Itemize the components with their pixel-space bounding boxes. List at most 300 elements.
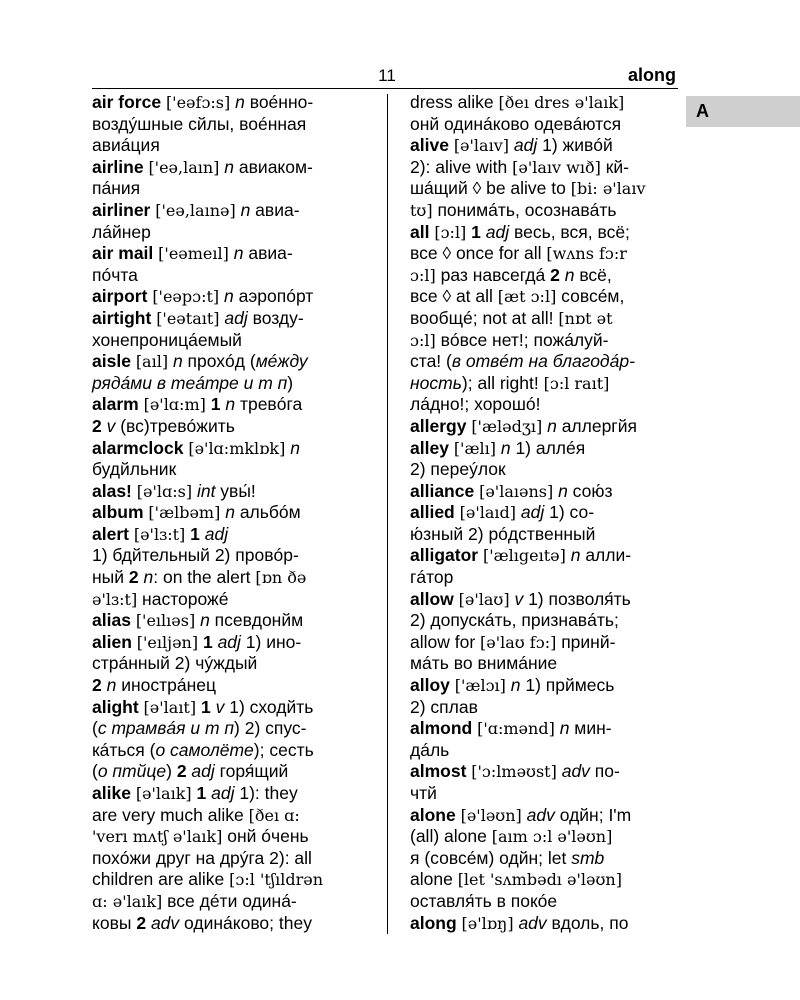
italic-label: smb bbox=[571, 847, 605, 868]
dictionary-line bbox=[92, 524, 378, 546]
dictionary-line bbox=[410, 416, 680, 438]
dictionary-line bbox=[92, 545, 378, 567]
definition-text: ( bbox=[92, 761, 98, 782]
dictionary-line bbox=[410, 438, 680, 460]
definition-text: 1) позволя́ть bbox=[523, 588, 631, 609]
dictionary-line bbox=[410, 805, 680, 827]
sense-number: 2 bbox=[136, 912, 147, 933]
dictionary-line bbox=[92, 286, 378, 308]
definition-text: онй óчень bbox=[222, 826, 309, 847]
transcription: ['eəpɔ:t] bbox=[152, 287, 220, 307]
dictionary-line bbox=[410, 114, 680, 136]
italic-label: ность bbox=[410, 372, 462, 393]
headword: allow bbox=[410, 588, 454, 609]
right-column bbox=[410, 92, 680, 934]
definition-text: принй- bbox=[556, 631, 616, 652]
definition-text: 1): they bbox=[234, 783, 298, 803]
transcription: ɔ:l] bbox=[410, 330, 436, 350]
headword: alias bbox=[92, 610, 131, 631]
dictionary-line bbox=[92, 92, 378, 114]
dictionary-line bbox=[92, 114, 378, 136]
definition-text: лáдно!; хорошó! bbox=[410, 394, 541, 415]
definition-text: пáния bbox=[92, 178, 141, 199]
italic-label: n bbox=[225, 394, 236, 415]
definition-text: ) bbox=[166, 761, 177, 782]
dictionary-line bbox=[410, 373, 680, 395]
italic-label: adj bbox=[191, 761, 215, 782]
italic-label: n bbox=[200, 610, 210, 631]
transcription: ['eə,laınə] bbox=[155, 200, 236, 220]
transcription: [wʌns fɔ:r bbox=[546, 244, 627, 264]
dictionary-line bbox=[410, 826, 680, 848]
definition-text: авиа- bbox=[250, 199, 300, 220]
definition-text: шáщий ◊ be alive to bbox=[410, 178, 571, 199]
italic-label: n bbox=[559, 718, 570, 739]
dictionary-line bbox=[92, 783, 378, 805]
dictionary-line bbox=[92, 740, 378, 762]
transcription: [ɔ:l] bbox=[434, 222, 467, 242]
dictionary-line bbox=[92, 632, 378, 654]
dictionary-line bbox=[410, 761, 680, 783]
italic-label: adj bbox=[211, 783, 235, 803]
definition-text: все дéти одинá- bbox=[162, 890, 297, 911]
definition-text: мáть во внимáние bbox=[410, 653, 558, 674]
running-head: along bbox=[628, 65, 676, 85]
italic-label: adv bbox=[561, 761, 590, 782]
definition-text: ный bbox=[92, 567, 129, 588]
italic-label: n bbox=[547, 415, 557, 436]
italic-label: n bbox=[224, 286, 234, 307]
headword: along bbox=[410, 912, 457, 933]
dictionary-line bbox=[410, 610, 680, 632]
dictionary-line bbox=[410, 330, 680, 352]
dictionary-line bbox=[410, 632, 680, 654]
transcription: [aım ɔ:l ə'ləʊn] bbox=[491, 827, 613, 847]
italic-label: n bbox=[233, 243, 244, 264]
transcription: [ə'lɑ:mklɒk] bbox=[188, 438, 286, 458]
dictionary-line bbox=[92, 675, 378, 697]
definition-text: аллергйя bbox=[556, 415, 637, 436]
dictionary-line bbox=[92, 373, 378, 395]
dictionary-line bbox=[410, 308, 680, 330]
dictionary-line bbox=[410, 481, 680, 503]
dictionary-line bbox=[410, 545, 680, 567]
dictionary-line bbox=[92, 610, 378, 632]
headword: air force bbox=[92, 92, 162, 112]
definition-text: вóвсе нет!; пожáлуй- bbox=[435, 329, 609, 350]
transcription: [ðeı ɑ: bbox=[248, 805, 300, 825]
definition-text: алли- bbox=[580, 545, 632, 566]
transcription: [ə'lɒŋ] bbox=[461, 913, 514, 933]
italic-label: о птйце bbox=[97, 761, 167, 782]
definition-text: я (совсéм) одйн; let bbox=[410, 847, 572, 868]
dictionary-line bbox=[410, 675, 680, 697]
headword: aisle bbox=[92, 351, 131, 372]
italic-label: v bbox=[215, 696, 225, 717]
definition-text: горя́щий bbox=[214, 761, 289, 782]
transcription: ['ælədʒı] bbox=[471, 416, 543, 436]
definition-text: 1) со- bbox=[544, 502, 595, 523]
dictionary-line bbox=[92, 567, 378, 589]
definition-text: весь, вся, всё; bbox=[509, 221, 630, 242]
definition-text: кáться ( bbox=[92, 739, 156, 760]
sense-number: 2 bbox=[550, 264, 560, 285]
headword: alligator bbox=[410, 545, 479, 566]
transcription: [ɒn ðə bbox=[255, 568, 307, 588]
dictionary-line bbox=[410, 157, 680, 179]
headword: alliance bbox=[410, 480, 475, 501]
headword: alarmclock bbox=[92, 437, 184, 458]
definition-text: будйльник bbox=[92, 459, 177, 480]
transcription: ['eətaıt] bbox=[156, 308, 220, 328]
sense-number: 1 bbox=[471, 221, 481, 242]
dictionary-line bbox=[92, 265, 378, 287]
definition-text: альбóм bbox=[234, 502, 301, 523]
sense-number: 2 bbox=[92, 415, 102, 436]
dictionary-line bbox=[410, 589, 680, 611]
headword: almond bbox=[410, 718, 473, 739]
dictionary-line bbox=[410, 243, 680, 265]
dictionary-line bbox=[92, 243, 378, 265]
dictionary-line bbox=[410, 567, 680, 589]
definition-text: 2) переýлок bbox=[410, 459, 506, 480]
dictionary-line bbox=[92, 805, 378, 827]
dictionary-line bbox=[92, 222, 378, 244]
transcription: ['eıljən] bbox=[136, 632, 199, 652]
italic-label: n bbox=[240, 199, 251, 220]
headword: alloy bbox=[410, 675, 450, 696]
italic-label: adj bbox=[520, 502, 545, 523]
sense-number: 1 bbox=[200, 696, 211, 717]
dictionary-line bbox=[410, 524, 680, 546]
headword: alive bbox=[410, 135, 449, 156]
definition-text: насторожé bbox=[137, 588, 229, 609]
dictionary-line bbox=[410, 697, 680, 719]
definition-text: ); all right! bbox=[461, 372, 544, 393]
headword: air mail bbox=[92, 243, 154, 264]
dictionary-line bbox=[410, 92, 680, 114]
definition-text: аэропóрт bbox=[233, 286, 314, 307]
transcription: [ɔ:l 'tʃıldrən bbox=[229, 870, 324, 890]
definition-text: все ◊ once for all bbox=[410, 243, 547, 264]
definition-text: ) 2) спус- bbox=[234, 718, 307, 739]
letter-tab: A bbox=[686, 96, 800, 127]
transcription: [ə'laʊ fɔ:] bbox=[480, 632, 557, 652]
transcription: ɑ: ə'laık] bbox=[92, 891, 163, 911]
definition-text: дáль bbox=[410, 739, 450, 760]
italic-label: n bbox=[290, 437, 300, 458]
dictionary-line bbox=[410, 459, 680, 481]
transcription: ['ælbəm] bbox=[148, 503, 221, 523]
transcription: [ə'laıd] bbox=[459, 503, 516, 523]
definition-text: 1) сходйть bbox=[224, 696, 314, 717]
headword: alley bbox=[410, 437, 449, 458]
dictionary-line bbox=[92, 330, 378, 352]
transcription: ['ælɔı] bbox=[454, 676, 506, 696]
dictionary-line bbox=[92, 351, 378, 373]
definition-text: ста! ( bbox=[410, 351, 452, 372]
sense-number: 1 bbox=[196, 783, 207, 803]
italic-label: int bbox=[196, 480, 216, 501]
dictionary-line bbox=[410, 891, 680, 913]
transcription: [let 'sʌmbədı ə'ləʊn] bbox=[457, 870, 622, 890]
definition-text: одинáково; they bbox=[179, 912, 312, 933]
definition-text: 2) сплав bbox=[410, 696, 478, 717]
dictionary-line bbox=[92, 135, 378, 157]
transcription: tʊ] bbox=[410, 200, 433, 220]
transcription: [ə'lɜ:t] bbox=[133, 524, 186, 544]
definition-text: (вс)тревóжить bbox=[115, 415, 235, 436]
dictionary-line bbox=[92, 416, 378, 438]
transcription: [æt ɔ:l] bbox=[497, 287, 557, 307]
header-rule bbox=[92, 88, 678, 89]
headword: alight bbox=[92, 696, 139, 717]
dictionary-line bbox=[92, 826, 378, 848]
definition-text: оставля́ть в покóе bbox=[410, 890, 558, 911]
definition-text: онй одинáково одевáются bbox=[410, 113, 622, 134]
definition-text: 1) живóй bbox=[537, 135, 613, 156]
definition-text: : on the alert bbox=[153, 567, 256, 588]
italic-label: n bbox=[558, 480, 568, 501]
italic-label: в отвéт на благодáр- bbox=[451, 351, 635, 372]
transcription: [ɔ:l raıt] bbox=[543, 373, 610, 393]
dictionary-line bbox=[92, 502, 378, 524]
sense-number: 2 bbox=[92, 675, 102, 696]
transcription: ɔ:l] bbox=[410, 265, 436, 285]
dictionary-line bbox=[92, 718, 378, 740]
transcription: ['ɔ:lməʊst] bbox=[471, 762, 557, 782]
italic-label: adv bbox=[526, 804, 555, 825]
italic-label: v bbox=[106, 415, 116, 436]
definition-text: 1) инo- bbox=[240, 631, 302, 652]
definition-text: 2): alive with bbox=[410, 156, 513, 177]
sense-number: 2 bbox=[128, 567, 139, 588]
sense-number: 2 bbox=[176, 761, 187, 782]
headword: airline bbox=[92, 156, 144, 177]
definition-text: инострáнец bbox=[116, 675, 217, 696]
italic-label: n bbox=[500, 437, 511, 458]
left-column bbox=[92, 92, 378, 934]
headword: alone bbox=[410, 804, 456, 825]
transcription: ['ælı] bbox=[453, 438, 496, 458]
transcription: ['eə,laın] bbox=[148, 157, 220, 177]
dictionary-line bbox=[410, 848, 680, 870]
headword: alert bbox=[92, 523, 129, 544]
definition-text: вдоль, по bbox=[546, 912, 629, 933]
transcription: ['eəfɔ:s] bbox=[165, 93, 231, 112]
definition-text: ковы bbox=[92, 912, 137, 933]
headword: alarm bbox=[92, 394, 139, 415]
sense-number: 1 bbox=[210, 394, 221, 415]
headword: allergy bbox=[410, 415, 467, 436]
italic-label: n bbox=[224, 156, 235, 177]
column-divider bbox=[387, 94, 388, 934]
definition-text: 2) допускáть, признавáть; bbox=[410, 610, 619, 631]
italic-label: о самолёте bbox=[155, 739, 254, 760]
definition-text: всё, bbox=[574, 264, 612, 285]
headword: allied bbox=[410, 502, 455, 523]
dictionary-line bbox=[92, 459, 378, 481]
transcription: 'verı mʌtʃ ə'laık] bbox=[92, 827, 223, 847]
definition-text: вообщé; not at all! bbox=[410, 307, 559, 328]
definition-text: авиа- bbox=[243, 243, 293, 264]
sense-number: 1 bbox=[202, 631, 213, 652]
definition-text: прохóд ( bbox=[182, 351, 256, 372]
definition-text: тревóга bbox=[235, 394, 303, 415]
definition-text: кй- bbox=[600, 156, 629, 177]
dictionary-line bbox=[92, 589, 378, 611]
dictionary-line bbox=[92, 308, 378, 330]
definition-text: alone bbox=[410, 869, 458, 890]
definition-text: похóжи друг на дрýга 2): all bbox=[92, 847, 312, 868]
dictionary-line bbox=[410, 653, 680, 675]
transcription: [bi: ə'laıv bbox=[570, 179, 646, 199]
definition-text: (all) alone bbox=[410, 826, 492, 847]
headword: airport bbox=[92, 286, 148, 307]
transcription: [ə'lɑ:m] bbox=[143, 395, 206, 415]
definition-text: воздýшные сйлы, воéнная bbox=[92, 113, 307, 134]
italic-label: n bbox=[235, 92, 245, 112]
dictionary-line bbox=[92, 178, 378, 200]
italic-label: с трамвáя и т п bbox=[97, 718, 235, 739]
italic-label: n bbox=[564, 264, 575, 285]
italic-label: n bbox=[143, 567, 154, 588]
dictionary-line bbox=[410, 718, 680, 740]
italic-label: adj bbox=[513, 135, 538, 156]
headword: album bbox=[92, 502, 144, 523]
transcription: [nɒt ət bbox=[558, 308, 613, 328]
dictionary-line bbox=[410, 222, 680, 244]
italic-label: n bbox=[225, 502, 235, 523]
definition-text: псевдонйм bbox=[209, 610, 304, 631]
definition-text: 1) бдйтельный 2) провóр- bbox=[92, 545, 299, 566]
definition-text: возду- bbox=[247, 307, 304, 328]
definition-text: все ◊ at all bbox=[410, 286, 498, 307]
italic-label: v bbox=[514, 588, 524, 609]
definition-text: раз навсегдá bbox=[435, 264, 551, 285]
transcription: [ə'laıv wıð] bbox=[512, 157, 601, 177]
dictionary-line bbox=[410, 200, 680, 222]
definition-text: по- bbox=[589, 761, 620, 782]
definition-text: чтй bbox=[410, 783, 437, 803]
italic-label: n bbox=[172, 351, 183, 372]
italic-label: adj bbox=[485, 221, 510, 242]
transcription: ə'lɜ:t] bbox=[92, 589, 138, 609]
dictionary-line bbox=[92, 157, 378, 179]
transcription: [ə'laıt] bbox=[143, 697, 197, 717]
definition-text: воéнно- bbox=[244, 92, 314, 112]
definition-text: ) bbox=[287, 372, 294, 393]
definition-text: мин- bbox=[569, 718, 612, 739]
dictionary-line bbox=[410, 265, 680, 287]
definition-text: ( bbox=[92, 718, 98, 739]
transcription: [ə'ləʊn] bbox=[460, 805, 522, 825]
italic-label: adj bbox=[217, 631, 241, 652]
transcription: [ə'laıəns] bbox=[479, 481, 554, 501]
definition-text: сою́з bbox=[567, 480, 613, 501]
transcription: [ə'lɑ:s] bbox=[136, 481, 193, 501]
sense-number: 1 bbox=[190, 523, 200, 544]
definition-text: 1) аллéя bbox=[510, 437, 586, 458]
definition-text: увы́! bbox=[215, 480, 256, 501]
definition-text: одйн; I'm bbox=[554, 804, 632, 825]
definition-text: пóчта bbox=[92, 264, 138, 285]
definition-text: гáтор bbox=[410, 567, 454, 588]
italic-label: n bbox=[106, 675, 117, 696]
dictionary-line bbox=[92, 761, 378, 783]
dictionary-line bbox=[92, 913, 378, 935]
definition-text: ю́зный 2) рóдственный bbox=[410, 523, 596, 544]
dictionary-line bbox=[92, 869, 378, 891]
dictionary-line bbox=[92, 200, 378, 222]
dictionary-line bbox=[92, 848, 378, 870]
transcription: ['ɑ:mənd] bbox=[477, 719, 555, 739]
dictionary-line bbox=[410, 913, 680, 935]
headword: airtight bbox=[92, 307, 152, 328]
dictionary-line bbox=[410, 178, 680, 200]
dictionary-line bbox=[410, 783, 680, 805]
italic-label: мéжду bbox=[255, 351, 308, 372]
transcription: ['eəmeıl] bbox=[158, 244, 229, 264]
definition-text: стрáнный 2) чýждый bbox=[92, 653, 258, 674]
headword: airliner bbox=[92, 199, 151, 220]
transcription: ['ælıgeıtə] bbox=[482, 546, 566, 566]
dictionary-line bbox=[92, 891, 378, 913]
definition-text: dress alike bbox=[410, 92, 499, 112]
dictionary-line bbox=[410, 286, 680, 308]
dictionary-line bbox=[410, 502, 680, 524]
definition-text: 1) прймесь bbox=[520, 675, 615, 696]
headword: alike bbox=[92, 783, 131, 803]
italic-label: adj bbox=[204, 523, 229, 544]
transcription: [ðeı dres ə'laık] bbox=[498, 93, 625, 112]
headword: alien bbox=[92, 631, 132, 652]
italic-label: рядáми в теáтре и т п bbox=[92, 372, 288, 393]
italic-label: n bbox=[510, 675, 521, 696]
transcription: [ə'laıv] bbox=[453, 136, 509, 156]
definition-text: понимáть, осознавáть bbox=[432, 199, 617, 220]
page-number: 11 bbox=[378, 66, 396, 85]
headword: all bbox=[410, 221, 430, 242]
definition-text: ); сесть bbox=[253, 739, 314, 760]
definition-text: совсéм, bbox=[556, 286, 625, 307]
dictionary-line bbox=[92, 481, 378, 503]
dictionary-line bbox=[92, 394, 378, 416]
transcription: [aıl] bbox=[135, 352, 169, 372]
definition-text: are very much alike bbox=[92, 804, 249, 825]
dictionary-line bbox=[410, 869, 680, 891]
definition-text: авиаком- bbox=[234, 156, 313, 177]
dictionary-line bbox=[410, 351, 680, 373]
headword: alas! bbox=[92, 480, 132, 501]
italic-label: adv bbox=[150, 912, 180, 933]
dictionary-line bbox=[92, 653, 378, 675]
definition-text: хонепроницáемый bbox=[92, 329, 242, 350]
dictionary-line bbox=[92, 438, 378, 460]
transcription: ['eılıəs] bbox=[135, 611, 196, 631]
italic-label: n bbox=[570, 545, 581, 566]
headword: almost bbox=[410, 761, 467, 782]
dictionary-line bbox=[410, 135, 680, 157]
definition-text: лáйнер bbox=[92, 221, 151, 242]
italic-label: adv bbox=[518, 912, 547, 933]
dictionary-line bbox=[410, 740, 680, 762]
transcription: [ə'laʊ] bbox=[458, 589, 510, 609]
italic-label: adj bbox=[224, 307, 248, 328]
definition-text: allow for bbox=[410, 631, 481, 652]
definition-text: авиáция bbox=[92, 135, 160, 156]
dictionary-line bbox=[92, 697, 378, 719]
